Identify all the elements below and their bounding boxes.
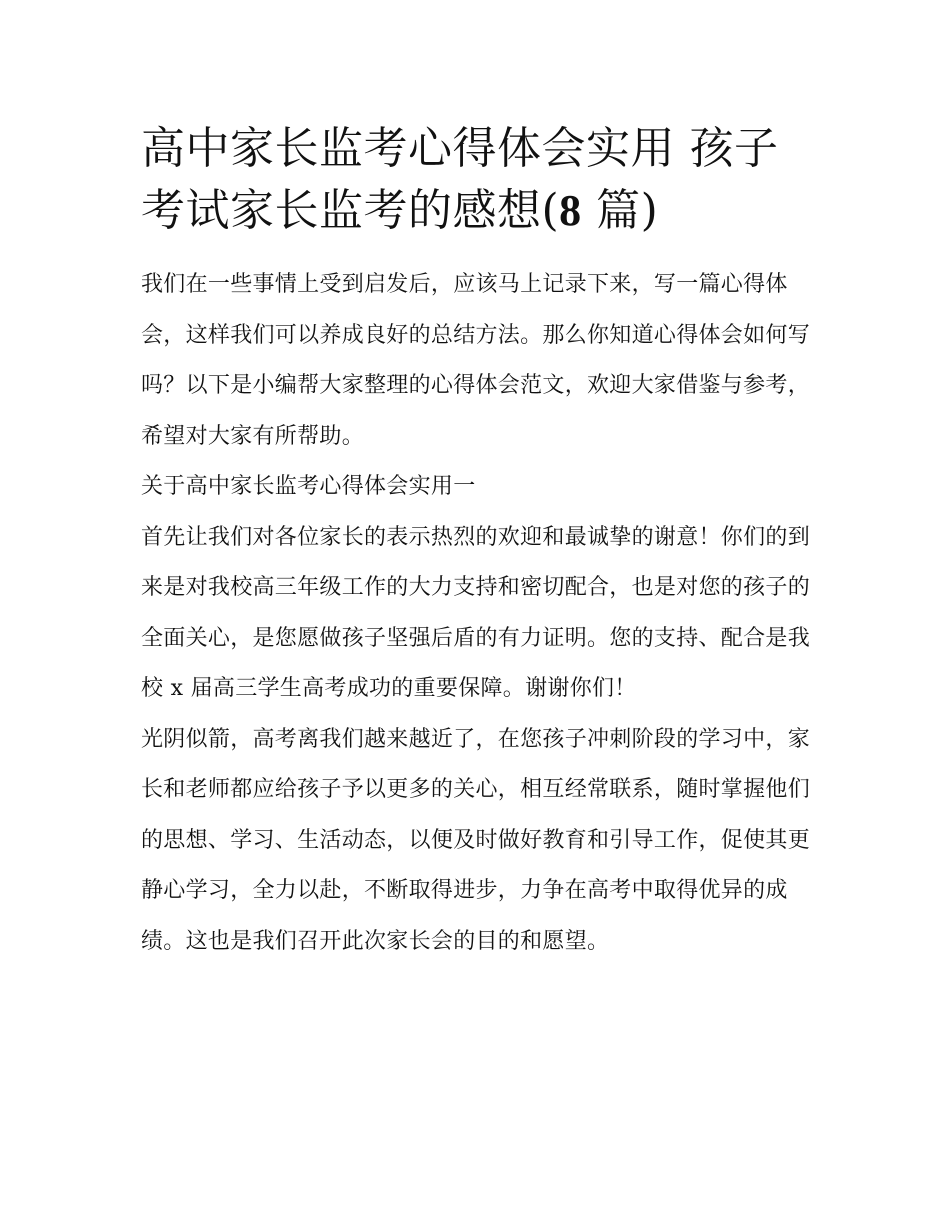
section-heading: 关于高中家长监考心得体会实用一 xyxy=(141,474,476,499)
title-text-part2: 篇) xyxy=(581,185,659,236)
document-body xyxy=(141,118,813,967)
body-paragraph-time: 光阴似箭，高考离我们越来越近了，在您孩子冲刺阶段的学习中，家长和老师都应给孩子予以更多的关心，相互经常联系，随时掌握他们的思想、学习、生活动态，以便及时做好教育和引导工作，促使其更静心学习，全力以赴，不断取得进步，力争在高考中取得优异的成绩。这也是我们召开此次家长会的目的和愿望。 xyxy=(141,726,811,954)
title-text-part1: 高中家长监考心得体会实用 孩子考试家长监考的感想( xyxy=(141,123,779,236)
title-article-count: 8 xyxy=(559,186,582,235)
document-title xyxy=(141,118,813,242)
intro-paragraph: 我们在一些事情上受到启发后，应该马上记录下来，写一篇心得体会，这样我们可以养成良好的总结方法。那么你知道心得体会如何写吗？以下是小编帮大家整理的心得体会范文，欢迎大家借鉴与参考，希望对大家有所帮助。 xyxy=(141,272,811,449)
body-paragraph-welcome: 首先让我们对各位家长的表示热烈的欢迎和最诚挚的谢意！你们的到来是对我校高三年级工作的大力支持和密切配合，也是对您的孩子的全面关心，是您愿做孩子坚强后盾的有力证明。您的支持、配合是我校 x 届高三学生高考成功的重要保障。谢谢你们！ xyxy=(141,524,811,701)
